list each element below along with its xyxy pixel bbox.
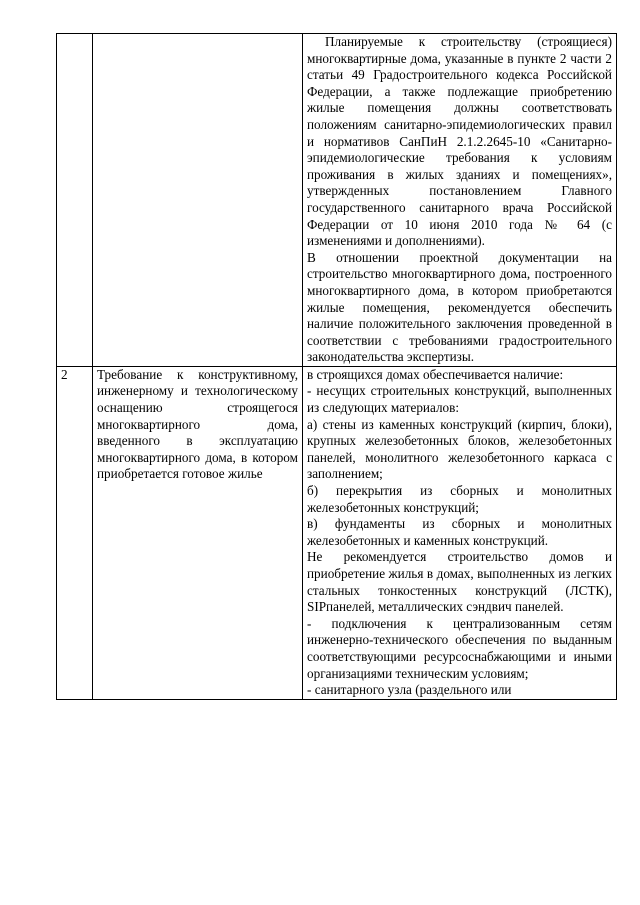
description-paragraph: В отношении проектной документации на строительство многоквартирного дома, построенного многоквартирного дома, в котором приобретаются жилые помещения, рекомендуется обеспечить наличие положительного заключения проведенной в соответствии с требованиями градостроительного законодательства экспертизы. bbox=[307, 249, 612, 365]
description-paragraph: а) стены из каменных конструкций (кирпич, блоки), крупных железобетонных блоков, железобетонных панелей, монолитного железобетонного каркаса с заполнением; bbox=[307, 416, 612, 482]
description-paragraph: - санитарного узла (раздельного или bbox=[307, 682, 512, 698]
table-row bbox=[57, 366, 617, 699]
description-cell bbox=[303, 34, 617, 367]
row-number-cell bbox=[57, 366, 93, 699]
description-paragraph: - несущих строительных конструкций, выполненных из следующих материалов: bbox=[307, 383, 612, 416]
table-row bbox=[57, 34, 617, 367]
requirements-table bbox=[56, 33, 617, 700]
description-cell bbox=[303, 366, 617, 699]
description-paragraph: Планируемые к строительству (строящиеся) многоквартирные дома, указанные в пункте 2 части 2 статьи 49 Градостроительного кодекса Российской Федерации, а также подлежащие приобретению жилые помещения должны соответствовать положениям санитарно-эпидемиологических правил и нормативов СанПиН 2.1.2.2645-10 «Санитарно-эпидемиологические требования к условиям проживания в жилых зданиях и помещениях», утвержденных постановлением Главного государственного санитарного врача Российской Федерации от 10 июня 2010 года № 64 (с изменениями и дополнениями). bbox=[307, 34, 612, 249]
description-paragraph: - подключения к централизованным сетям инженерно-технического обеспечения по выданным соответствующими ресурсоснабжающими и иными организациями техническим условиям; bbox=[307, 615, 612, 681]
requirement-cell bbox=[93, 366, 303, 699]
description-paragraph: в) фундаменты из сборных и монолитных железобетонных и каменных конструкций. bbox=[307, 516, 612, 548]
description-paragraph: Не рекомендуется строительство домов и приобретение жилья в домах, выполненных из легких стальных тонкостенных конструкций (ЛСТК), SIPпанелей, металлических сэндвич панелей. bbox=[307, 549, 612, 615]
row-number: 2 bbox=[61, 366, 68, 382]
description-paragraph: в строящихся домах обеспечивается наличие: bbox=[307, 366, 564, 382]
requirement-text: Требование к конструктивному, инженерному и технологическому оснащению строящегося многоквартирного дома, введенного в эксплуатацию многоквартирного дома, в котором приобретается готовое жилье bbox=[97, 366, 298, 482]
description-paragraph: б) перекрытия из сборных и монолитных железобетонных конструкций; bbox=[307, 483, 612, 515]
row-number-cell bbox=[57, 34, 93, 367]
requirement-cell bbox=[93, 34, 303, 367]
